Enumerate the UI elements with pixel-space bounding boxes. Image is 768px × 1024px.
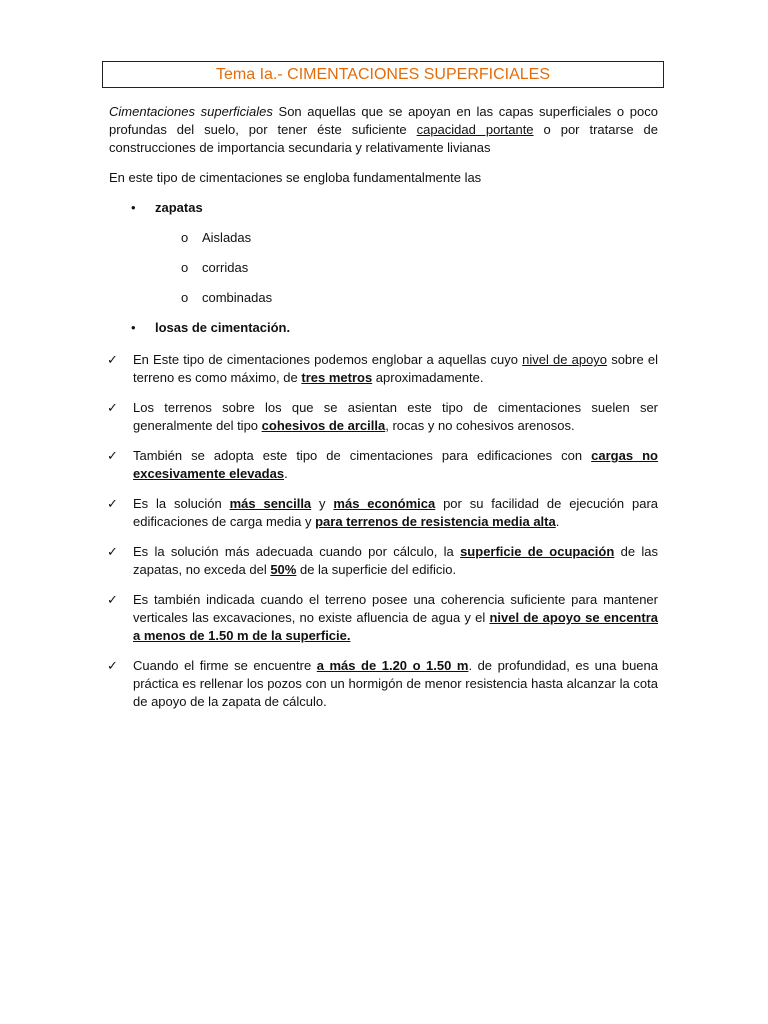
sub-item-aisladas (109, 229, 658, 259)
sub-item-combinadas (109, 289, 658, 319)
check-text: . de profundidad, es una buena práctica es rellenar los pozos con un hormigón de menor resistencia hasta alcanzar la cota de apoyo de la zapata de cálculo. (133, 658, 658, 709)
check-text: Cuando el firme se encuentre (133, 658, 317, 673)
check-text: aproximadamente. (372, 370, 484, 385)
check-emphasis: cohesivos de arcilla (261, 418, 386, 433)
checkmark-icon: ✓ (107, 592, 118, 607)
check-item-5 (109, 543, 658, 579)
check-emphasis: más sencilla (229, 496, 312, 511)
sub-item-label: corridas (202, 260, 249, 275)
check-emphasis: más económica (333, 496, 436, 511)
check-underline: nivel de apoyo (522, 352, 608, 367)
check-emphasis: a más de 1.20 o 1.50 m (316, 658, 469, 673)
intro-text-1: Son aquellas que se apoyan en las capas superficiales o poco profundas del suelo, por tener éste suficiente (109, 104, 658, 137)
check-text: También se adopta este tipo de cimentaciones para edificaciones con (133, 448, 592, 463)
check-emphasis: nivel de apoyo se encentra a menos de 1.50 m de la superficie. (133, 610, 658, 643)
check-emphasis: tres metros (301, 370, 373, 385)
bullet-dot-icon: • (131, 320, 136, 335)
check-text: . (284, 466, 288, 481)
check-item-4 (109, 495, 658, 531)
bullet-losas (109, 319, 658, 349)
circle-bullet-icon: o (181, 290, 189, 305)
check-emphasis: superficie de ocupación (460, 544, 615, 559)
bullet-dot-icon: • (131, 200, 136, 215)
check-text: y (311, 496, 334, 511)
bullet-zapatas (109, 199, 658, 229)
checkmark-icon: ✓ (107, 496, 118, 511)
check-item-7 (109, 657, 658, 711)
check-item-3 (109, 447, 658, 483)
title-box (102, 61, 664, 88)
check-text: de la superficie del edificio. (296, 562, 457, 577)
title-main: CIMENTACIONES SUPERFICIALES (287, 66, 550, 83)
title-prefix: Tema Ia.- (216, 66, 283, 83)
document-body (109, 103, 658, 723)
second-paragraph: En este tipo de cimentaciones se engloba fundamentalmente las (109, 170, 482, 185)
check-text: Es la solución más adecuada cuando por cálculo, la (133, 544, 461, 559)
check-item-2 (109, 399, 658, 435)
check-text: Es también indicada cuando el terreno posee una coherencia suficiente para mantener verticales las excavaciones, no existe afluencia de agua y el (133, 592, 658, 625)
check-text: Es la solución (133, 496, 230, 511)
circle-bullet-icon: o (181, 230, 189, 245)
bullet-label: zapatas (155, 200, 203, 215)
checkmark-icon: ✓ (107, 400, 118, 415)
check-text: Los terrenos sobre los que se asientan este tipo de cimentaciones suelen ser generalmente del tipo (133, 400, 658, 433)
intro-text-2: o por tratarse de construcciones de importancia secundaria y relativamente livianas (109, 122, 658, 155)
check-text: por su facilidad de ejecución para edificaciones de carga media y (133, 496, 659, 529)
intro-italic: Cimentaciones superficiales (109, 104, 273, 119)
check-emphasis: cargas no excesivamente elevadas (133, 448, 658, 481)
check-list (109, 351, 658, 711)
checkmark-icon: ✓ (107, 448, 118, 463)
sub-item-label: combinadas (202, 290, 273, 305)
check-text: de las zapatas, no exceda del (133, 544, 658, 577)
check-text: sobre el terreno es como máximo, de (133, 352, 658, 385)
check-item-6 (109, 591, 658, 645)
check-item-1 (109, 351, 658, 387)
check-text: . (555, 514, 560, 529)
intro-paragraph (109, 103, 658, 157)
check-emphasis: para terrenos de resistencia media alta (315, 514, 556, 529)
bullet-list (109, 199, 658, 349)
check-text: , rocas y no cohesivos arenosos. (385, 418, 575, 433)
intro-underline: capacidad portante (416, 122, 534, 137)
sub-item-corridas (109, 259, 658, 289)
checkmark-icon: ✓ (107, 544, 118, 559)
check-text: En Este tipo de cimentaciones podemos englobar a aquellas cuyo (133, 352, 523, 367)
sub-item-label: Aisladas (202, 230, 252, 245)
check-emphasis: 50% (270, 562, 297, 577)
bullet-label: losas de cimentación. (155, 320, 291, 335)
checkmark-icon: ✓ (107, 352, 118, 367)
checkmark-icon: ✓ (107, 658, 118, 673)
circle-bullet-icon: o (181, 260, 189, 275)
